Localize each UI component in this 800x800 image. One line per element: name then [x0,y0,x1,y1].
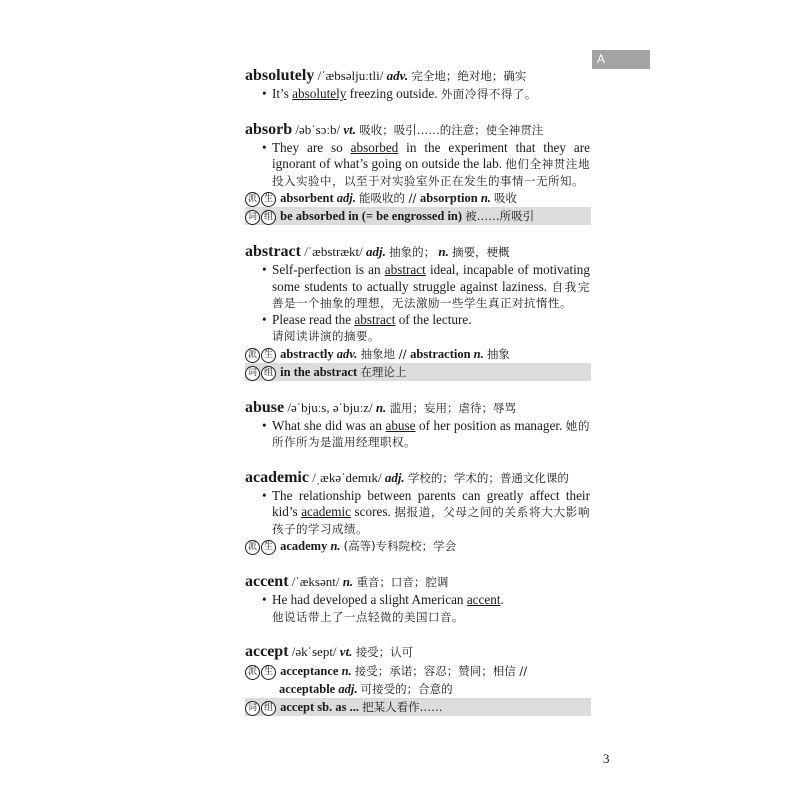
headword: absolutely [245,67,315,84]
pronunciation: /əkˈsept/ [291,644,337,659]
keyword: accent [466,592,501,607]
example-sentence: • Self-perfection is an abstract ideal, incapable of motivating some students to actually struggle against laziness. 自我完善是一个抽象的理想，无法激励一些学生真正对抗惰性。 [262,262,590,310]
part-of-speech: n. [438,244,449,259]
headword: academic [245,468,309,486]
meaning: 抽象的； [389,245,436,259]
example-sentence: • The relationship between parents can greatly affect their kid’s academic scores. 据报道，父母之间的关系将大大影响孩子的学习成绩。 [262,487,590,536]
pronunciation: /əbˈsɔːb/ [295,121,341,137]
example-translation: 她的所作所为是滥用经理职权。 [272,418,591,449]
headword: accept [245,643,289,660]
entry-headline [245,398,590,418]
phrase-badge-icon: 词 [245,366,260,381]
entry-absolutely [245,66,590,103]
entry-headline [245,66,590,86]
headword: abuse [245,398,285,416]
part-of-speech: adj. [366,244,386,259]
example-sentence: • He had developed a slight American accent. 他说话带上了一点轻微的美国口音。 [262,592,504,624]
entry-headline [245,242,590,262]
meaning: 重音；口音；腔调 [356,575,449,589]
phrase-badge-icon: 组 [261,210,276,225]
dictionary-column [245,66,590,733]
derivative-badge-icon: 生 [261,540,276,555]
derivative-line: 派 生 academy n. (高等)专科院校；学会 [245,537,590,555]
derivative-badge-icon: 派 [245,665,260,680]
meaning: 接受；认可 [355,645,414,659]
meaning: 摘要，梗概 [452,245,510,259]
derivative-badge-icon: 派 [245,540,260,555]
example-translation: 请阅读讲演的摘要。 [272,329,380,343]
example-translation: 他说话带上了一点轻微的美国口音。 [272,609,464,624]
pronunciation: /ˈæksənt/ [291,574,340,589]
phrase-badge-icon: 词 [245,210,260,225]
keyword: absolutely [292,86,347,101]
derivative-line: 派 生 acceptance n. 接受；承诺；容忍；赞同；相信 // [245,662,590,680]
pronunciation: /əˈbjuːs, əˈbjuːz/ [287,399,373,415]
keyword: academic [301,504,351,519]
phrase-line: 词 组 in the abstract 在理论上 [245,363,591,381]
keyword: abstract [354,311,396,327]
entry-abstract [245,242,590,381]
derivative-badge-icon: 派 [245,348,260,363]
section-tab-a [592,50,650,69]
entry-absorb [245,120,590,226]
derivative-badge-icon: 生 [261,665,276,680]
example-sentence: • Please read the abstract of the lecture. 请阅读讲演的摘要。 [262,311,472,343]
entry-accept [245,642,590,716]
derivative-badge-icon: 派 [245,192,260,207]
keyword: absorbed [350,139,399,155]
entry-headline [245,572,590,592]
entry-headline [245,120,590,140]
entry-abuse [245,398,590,451]
example-translation: 外面冷得不得了。 [440,87,537,101]
phrase-badge-icon: 组 [261,366,276,381]
section-letter: A [597,52,606,66]
part-of-speech: adv. [386,68,409,83]
part-of-speech: n. [375,399,387,415]
derivative-line: 派 生 absorbent adj. 能吸收的 // absorption n. 吸收 [245,189,590,207]
pronunciation: /ˈæbsəljuːtli/ [317,68,384,83]
page-number: 3 [603,751,610,766]
example-sentence: • They are so absorbed in the experiment that they are ignorant of what’s going on outside the lab. 他们全神贯注地投入实验中，以至于对实验室外正在发生的事情一无所知。 [262,139,590,188]
part-of-speech: adj. [384,469,405,485]
derivative-line-continued: acceptable adj. 可接受的；合意的 [279,682,453,696]
example-translation: 自我完善是一个抽象的理想，无法激励一些学生真正对抗惰性。 [272,279,590,310]
meaning: 学校的；学术的；普通文化课的 [407,470,569,485]
part-of-speech: vt. [339,644,353,659]
derivative-badge-icon: 生 [261,192,276,207]
entry-headline [245,468,590,488]
entry-academic [245,468,590,556]
derivative-line: 派 生 abstractly adv. 抽象地 // abstraction n. 抽象 [245,345,590,363]
headword: accent [245,573,289,590]
pronunciation: /ˈæbstrækt/ [304,244,363,259]
phrase-badge-icon: 组 [261,701,276,716]
meaning: 完全地；绝对地；确实 [411,69,527,83]
keyword: abuse [385,417,416,433]
example-translation: 据报道，父母之间的关系将大大影响孩子的学习成绩。 [272,505,590,536]
example-sentence: • What she did was an abuse of her position as manager. 她的所作所为是滥用经理职权。 [262,417,591,449]
keyword: abstract [384,262,426,277]
headword: abstract [245,243,301,260]
phrase-line: 词 组 be absorbed in (= be engrossed in) 被……所吸引 [245,207,591,225]
example-sentence: • It’s absolutely freezing outside. 外面冷得不得了。 [262,86,537,101]
part-of-speech: vt. [343,121,357,137]
entry-accent [245,572,590,625]
headword: absorb [245,120,293,138]
meaning: 滥用；妄用；虐待；辱骂 [389,400,517,415]
derivative-badge-icon: 生 [261,348,276,363]
entry-headline [245,642,590,662]
meaning: 吸收；吸引……的注意；使全神贯注 [359,122,544,137]
phrase-line: 词 组 accept sb. as ... 把某人看作…… [245,698,591,716]
phrase-badge-icon: 词 [245,701,260,716]
example-translation: 他们全神贯注地投入实验中，以至于对实验室外正在发生的事情一无所知。 [272,157,590,188]
pronunciation: /ˌækəˈdemɪk/ [312,469,382,485]
part-of-speech: n. [342,574,354,589]
